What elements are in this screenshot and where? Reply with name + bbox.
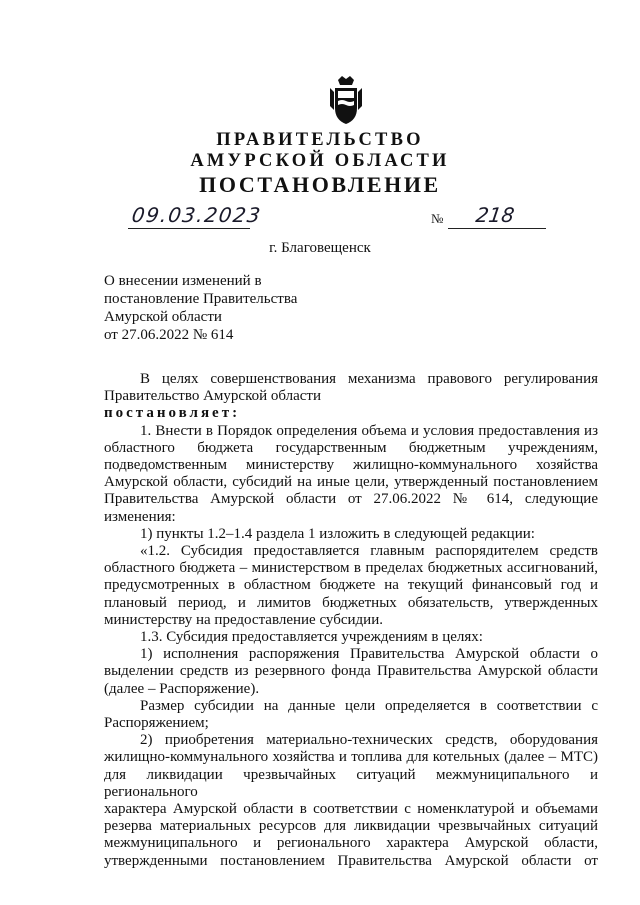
body-line: 1) пункты 1.2–1.4 раздела 1 изложить в следующей редакции: <box>140 525 535 542</box>
number-sign: № <box>431 211 444 226</box>
body-line: «1.2. Субсидия предоставляется главным распорядителем средств <box>140 543 598 560</box>
body-line: Правительства Амурской области от 27.06.2022 № 614, следующие изменения: <box>104 491 598 525</box>
body-line: 1.3. Субсидия предоставляется учреждениям в целях: <box>140 629 483 646</box>
body-line: 1. Внести в Порядок определения объема и условия предоставления из <box>140 422 598 439</box>
document-number: 218 <box>474 203 516 227</box>
resolution-keyword: постановляет: <box>104 405 241 422</box>
body-line: Размер субсидии на данные цели определяется в соответствии с <box>140 697 598 714</box>
body-line: резерва материальных ресурсов для ликвидации чрезвычайных ситуаций <box>104 818 598 835</box>
body-line: областного бюджета государственным бюджетным учреждениям, <box>104 439 598 456</box>
body-line: характера Амурской области в соответствии с номенклатурой и объемами <box>104 801 598 818</box>
body-line: 2) приобретения материально-технических средств, оборудования <box>140 732 598 749</box>
subject-line: О внесении изменений в <box>104 273 262 289</box>
government-title-line-2: АМУРСКОЙ ОБЛАСТИ <box>190 151 450 171</box>
body-line: (далее – Распоряжение). <box>104 680 260 697</box>
body-line: министерству на предоставление субсидии. <box>104 611 383 628</box>
subject-line: от 27.06.2022 № 614 <box>104 327 234 343</box>
coat-of-arms-emblem <box>326 74 366 126</box>
body-line: плановый период, и лимитов бюджетных обязательств, утвержденных <box>104 594 598 611</box>
date-underline <box>128 228 250 229</box>
government-title-line-1: ПРАВИТЕЛЬСТВО <box>216 130 424 150</box>
body-line: межмуниципального и регионального характера Амурской области, <box>104 835 598 852</box>
body-line: утвержденными постановлением Правительства Амурской области от <box>104 852 598 869</box>
document-type-title: ПОСТАНОВЛЕНИЕ <box>199 172 441 197</box>
body-line: для ликвидации чрезвычайных ситуаций межмуниципального и регионального <box>104 766 598 800</box>
document-subject <box>104 272 297 344</box>
subject-line: Амурской области <box>104 309 222 325</box>
body-line: Распоряжением; <box>104 715 209 732</box>
body-line: выделении средств из резервного фонда Правительства Амурской области <box>104 663 598 680</box>
body-line: жилищно-коммунального хозяйства и топлива для котельных (далее – МТС) <box>104 749 598 766</box>
body-line: областного бюджета – министерством в пределах бюджетных ассигнований, <box>104 560 598 577</box>
document-body <box>104 371 598 870</box>
body-line: предусмотренных в областном бюджете на текущий финансовый год и <box>104 577 598 594</box>
body-line: Амурской области, субсидий на иные цели, утвержденный постановлением <box>104 474 598 491</box>
body-line: подведомственным министерству жилищно-коммунального хозяйства <box>104 457 598 474</box>
document-date: 09.03.2023 <box>130 203 264 227</box>
body-line: В целях совершенствования механизма правового регулирования <box>140 371 598 387</box>
body-line: Правительство Амурской области <box>104 388 322 405</box>
subject-line: постановление Правительства <box>104 291 298 307</box>
body-line: 1) исполнения распоряжения Правительства Амурской области о <box>140 646 598 663</box>
number-underline <box>448 228 546 229</box>
city-line: г. Благовещенск <box>269 240 371 256</box>
